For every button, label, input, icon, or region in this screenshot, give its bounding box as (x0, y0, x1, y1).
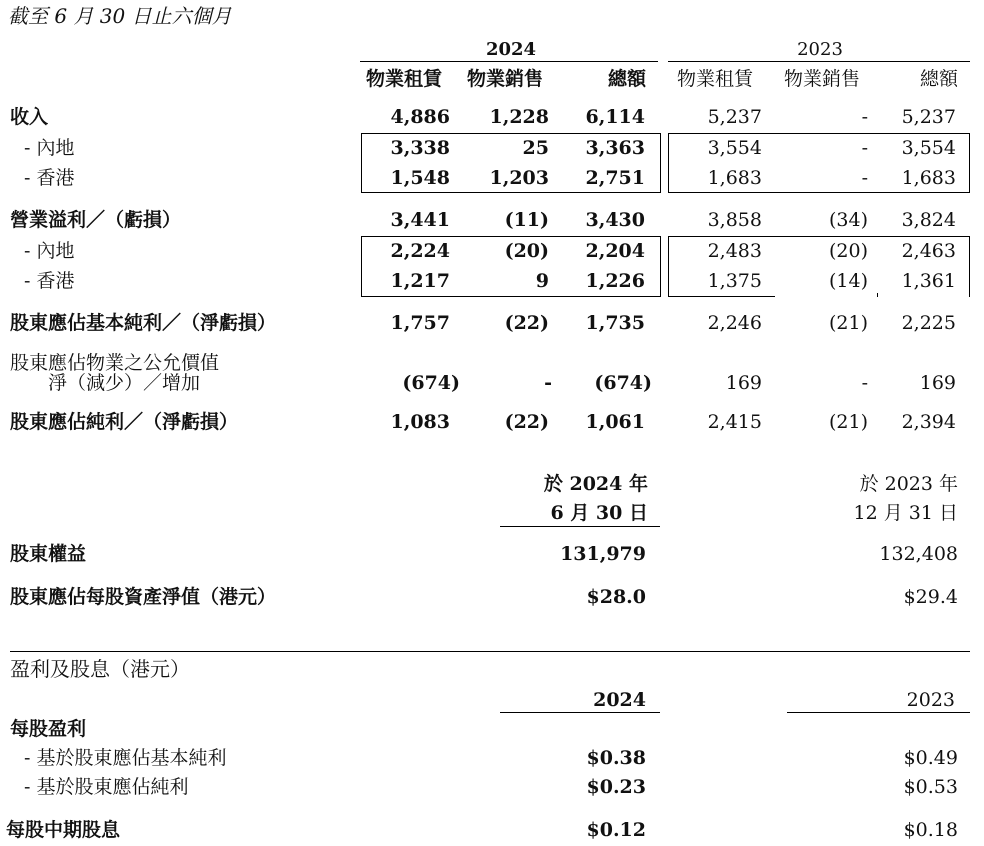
table-cell: 3,430 (585, 209, 645, 231)
table-cell: 1,217 (390, 270, 450, 292)
table-cell: 3,554 (901, 137, 956, 159)
year-2024-underline (360, 61, 658, 62)
table-cell: - (861, 372, 868, 394)
period-title: 截至 6 月 30 日止六個月 (8, 4, 232, 28)
eps-label: 每股盈利 (10, 718, 87, 740)
balance-equity-2023: 132,408 (879, 543, 958, 565)
table-cell: 1,735 (585, 312, 645, 334)
eps-year-2024-underline (500, 712, 660, 713)
dividend-2023: $0.18 (903, 819, 958, 841)
dividend-label: 每股中期股息 (6, 819, 121, 841)
table-cell: - (861, 167, 868, 189)
year-2023-underline (668, 61, 970, 62)
balance-label-equity: 股東權益 (10, 543, 87, 565)
col-header-total-2023: 總額 (919, 68, 958, 90)
table-cell: 1,548 (390, 167, 450, 189)
eps-row-underlying-2023: $0.49 (903, 747, 958, 769)
table-cell: (674) (594, 372, 652, 394)
eps-row-net-2023: $0.53 (903, 776, 958, 798)
table-cell: 1,203 (489, 167, 549, 189)
table-cell: 1,226 (585, 270, 645, 292)
table-cell: 3,824 (901, 209, 956, 231)
table-cell: 3,441 (390, 209, 450, 231)
table-cell: 1,683 (901, 167, 956, 189)
table-cell: - (861, 137, 868, 159)
table-cell: 2,224 (390, 240, 450, 262)
table-cell: - (544, 372, 552, 394)
eps-row-underlying-label: - 基於股東應佔基本純利 (24, 747, 227, 769)
table-cell: 3,363 (585, 137, 645, 159)
table-cell: 5,237 (707, 106, 762, 128)
table-cell: 1,361 (901, 270, 956, 292)
eps-section-title: 盈利及股息（港元） (10, 657, 190, 681)
row-label-line2: 淨（減少）／增加 (48, 372, 201, 394)
table-cell: 169 (725, 372, 762, 394)
table-cell: 2,463 (901, 240, 956, 262)
table-cell: (21) (828, 312, 868, 334)
year-header-2023: 2023 (797, 39, 843, 60)
row-label: - 香港 (24, 270, 75, 292)
table-cell: 2,415 (707, 411, 762, 433)
table-cell: (20) (504, 240, 549, 262)
balance-label-nav: 股東應佔每股資產淨值（港元） (10, 586, 277, 608)
section-divider (10, 651, 970, 652)
table-cell: 2,225 (901, 312, 956, 334)
row-label: - 香港 (24, 167, 75, 189)
table-cell: (11) (504, 209, 549, 231)
table-cell: 1,683 (707, 167, 762, 189)
row-label: - 內地 (24, 240, 75, 262)
table-cell: 1,757 (390, 312, 450, 334)
row-label-line1: 股東應佔物業之公允價值 (10, 352, 220, 374)
table-cell: (14) (828, 270, 868, 292)
table-cell: 2,246 (707, 312, 762, 334)
box-operating-2023-bottom (668, 296, 775, 297)
balance-header-a-line1: 於 2024 年 (543, 473, 648, 495)
eps-row-underlying-2024: $0.38 (586, 747, 646, 769)
year-header-2024: 2024 (485, 39, 537, 60)
row-label: 股東應佔純利／（淨虧損） (10, 411, 239, 433)
balance-equity-2024: 131,979 (560, 543, 646, 565)
balance-header-a-underline (500, 526, 660, 527)
eps-year-2023: 2023 (906, 689, 955, 711)
table-cell: 3,858 (707, 209, 762, 231)
col-header-sales-2024: 物業銷售 (467, 68, 544, 90)
table-cell: 5,237 (901, 106, 956, 128)
col-header-total-2024: 總額 (607, 68, 646, 90)
table-cell: 2,483 (707, 240, 762, 262)
balance-nav-2023: $29.4 (903, 586, 958, 608)
row-label: 營業溢利／（虧損） (10, 209, 182, 231)
table-cell: (22) (504, 312, 549, 334)
table-cell: (21) (828, 411, 868, 433)
col-header-sales-2023: 物業銷售 (784, 68, 861, 90)
table-cell: 25 (522, 137, 549, 159)
table-cell: 2,204 (585, 240, 645, 262)
table-cell: 1,228 (489, 106, 549, 128)
row-label: 股東應佔基本純利／（淨虧損） (10, 312, 277, 334)
row-label: - 內地 (24, 137, 75, 159)
balance-header-a-line2: 6 月 30 日 (550, 502, 648, 524)
table-cell: (674) (402, 372, 460, 394)
table-cell: 1,061 (585, 411, 645, 433)
box-operating-2023-tick (877, 293, 878, 297)
table-cell: - (861, 106, 868, 128)
col-header-rental-2023: 物業租賃 (677, 68, 754, 90)
row-label: 收入 (10, 106, 49, 128)
eps-year-2023-underline (787, 712, 970, 713)
table-cell: 3,338 (390, 137, 450, 159)
table-cell: 169 (919, 372, 956, 394)
col-header-rental-2024: 物業租賃 (366, 68, 443, 90)
table-cell: 3,554 (707, 137, 762, 159)
balance-nav-2024: $28.0 (586, 586, 646, 608)
table-cell: 6,114 (585, 106, 645, 128)
table-cell: 2,751 (585, 167, 645, 189)
dividend-2024: $0.12 (586, 819, 646, 841)
table-cell: 1,083 (390, 411, 450, 433)
table-cell: 1,375 (707, 270, 762, 292)
table-cell: (20) (828, 240, 868, 262)
table-cell: 2,394 (901, 411, 956, 433)
table-cell: 4,886 (390, 106, 450, 128)
balance-header-b-line1: 於 2023 年 (859, 473, 958, 495)
table-cell: 9 (535, 270, 549, 292)
eps-row-net-label: - 基於股東應佔純利 (24, 776, 189, 798)
table-cell: (34) (828, 209, 868, 231)
eps-row-net-2024: $0.23 (586, 776, 646, 798)
balance-header-b-line2: 12 月 31 日 (853, 502, 958, 524)
eps-year-2024: 2024 (593, 689, 646, 711)
table-cell: (22) (504, 411, 549, 433)
